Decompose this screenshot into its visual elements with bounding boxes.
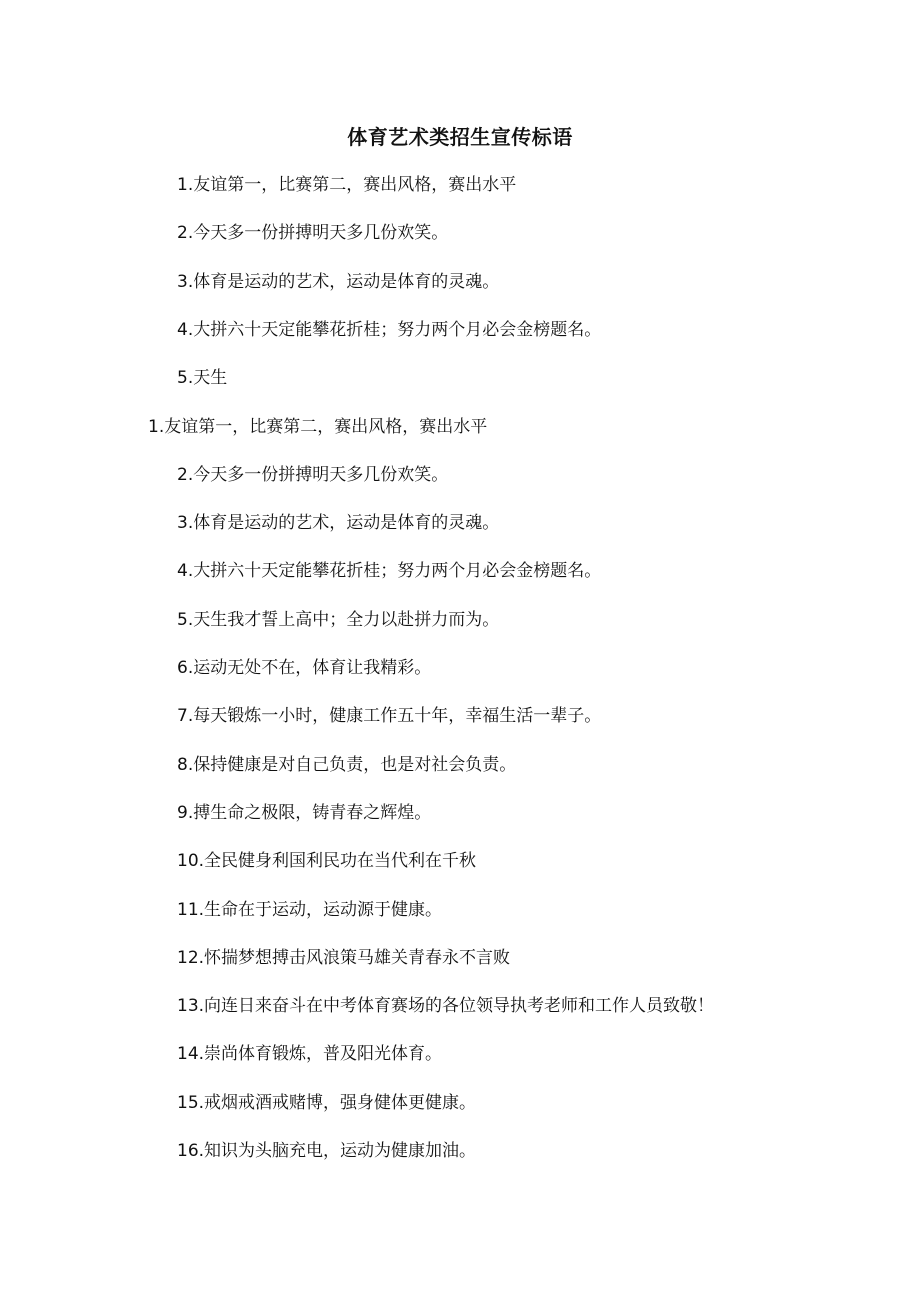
- slogan-line: 4.大拼六十天定能攀花折桂；努力两个月必会金榜题名。: [177, 319, 602, 340]
- slogan-line: 2.今天多一份拼搏明天多几份欢笑。: [177, 223, 449, 244]
- slogan-line: 14.崇尚体育锻炼，普及阳光体育。: [177, 1044, 443, 1065]
- slogan-line: 5.天生我才誓上高中；全力以赴拼力而为。: [177, 609, 500, 630]
- slogan-line: 9.搏生命之极限，铸青春之辉煌。: [177, 802, 432, 823]
- slogan-line: 3.体育是运动的艺术，运动是体育的灵魂。: [177, 271, 500, 292]
- slogan-line: 1.友谊第一，比赛第二，赛出风格，赛出水平: [177, 175, 517, 195]
- slogan-line: 13.向连日来奋斗在中考体育赛场的各位领导执考老师和工作人员致敬！: [177, 996, 715, 1017]
- slogan-line: 15.戒烟戒酒戒赌博，强身健体更健康。: [177, 1092, 477, 1113]
- slogan-line: 1.友谊第一，比赛第二，赛出风格，赛出水平: [148, 416, 488, 437]
- slogan-line: 11.生命在于运动，运动源于健康。: [177, 899, 443, 920]
- slogan-line: 7.每天锻炼一小时，健康工作五十年，幸福生活一辈子。: [177, 706, 602, 727]
- slogan-line: 3.体育是运动的艺术，运动是体育的灵魂。: [177, 513, 500, 534]
- slogan-line: 6.运动无处不在，体育让我精彩。: [177, 658, 432, 678]
- slogan-line: 2.今天多一份拼搏明天多几份欢笑。: [177, 464, 449, 485]
- document-title: 体育艺术类招生宣传标语: [347, 125, 573, 149]
- slogan-line: 5.天生: [177, 368, 228, 389]
- slogan-line: 8.保持健康是对自己负责，也是对社会负责。: [177, 754, 517, 775]
- slogan-line: 12.怀揣梦想搏击风浪策马雄关青春永不言败: [177, 947, 511, 968]
- slogan-line: 16.知识为头脑充电，运动为健康加油。: [177, 1141, 477, 1161]
- slogan-line: 10.全民健身利国利民功在当代利在千秋: [177, 851, 477, 872]
- slogan-line: 4.大拼六十天定能攀花折桂；努力两个月必会金榜题名。: [177, 561, 602, 582]
